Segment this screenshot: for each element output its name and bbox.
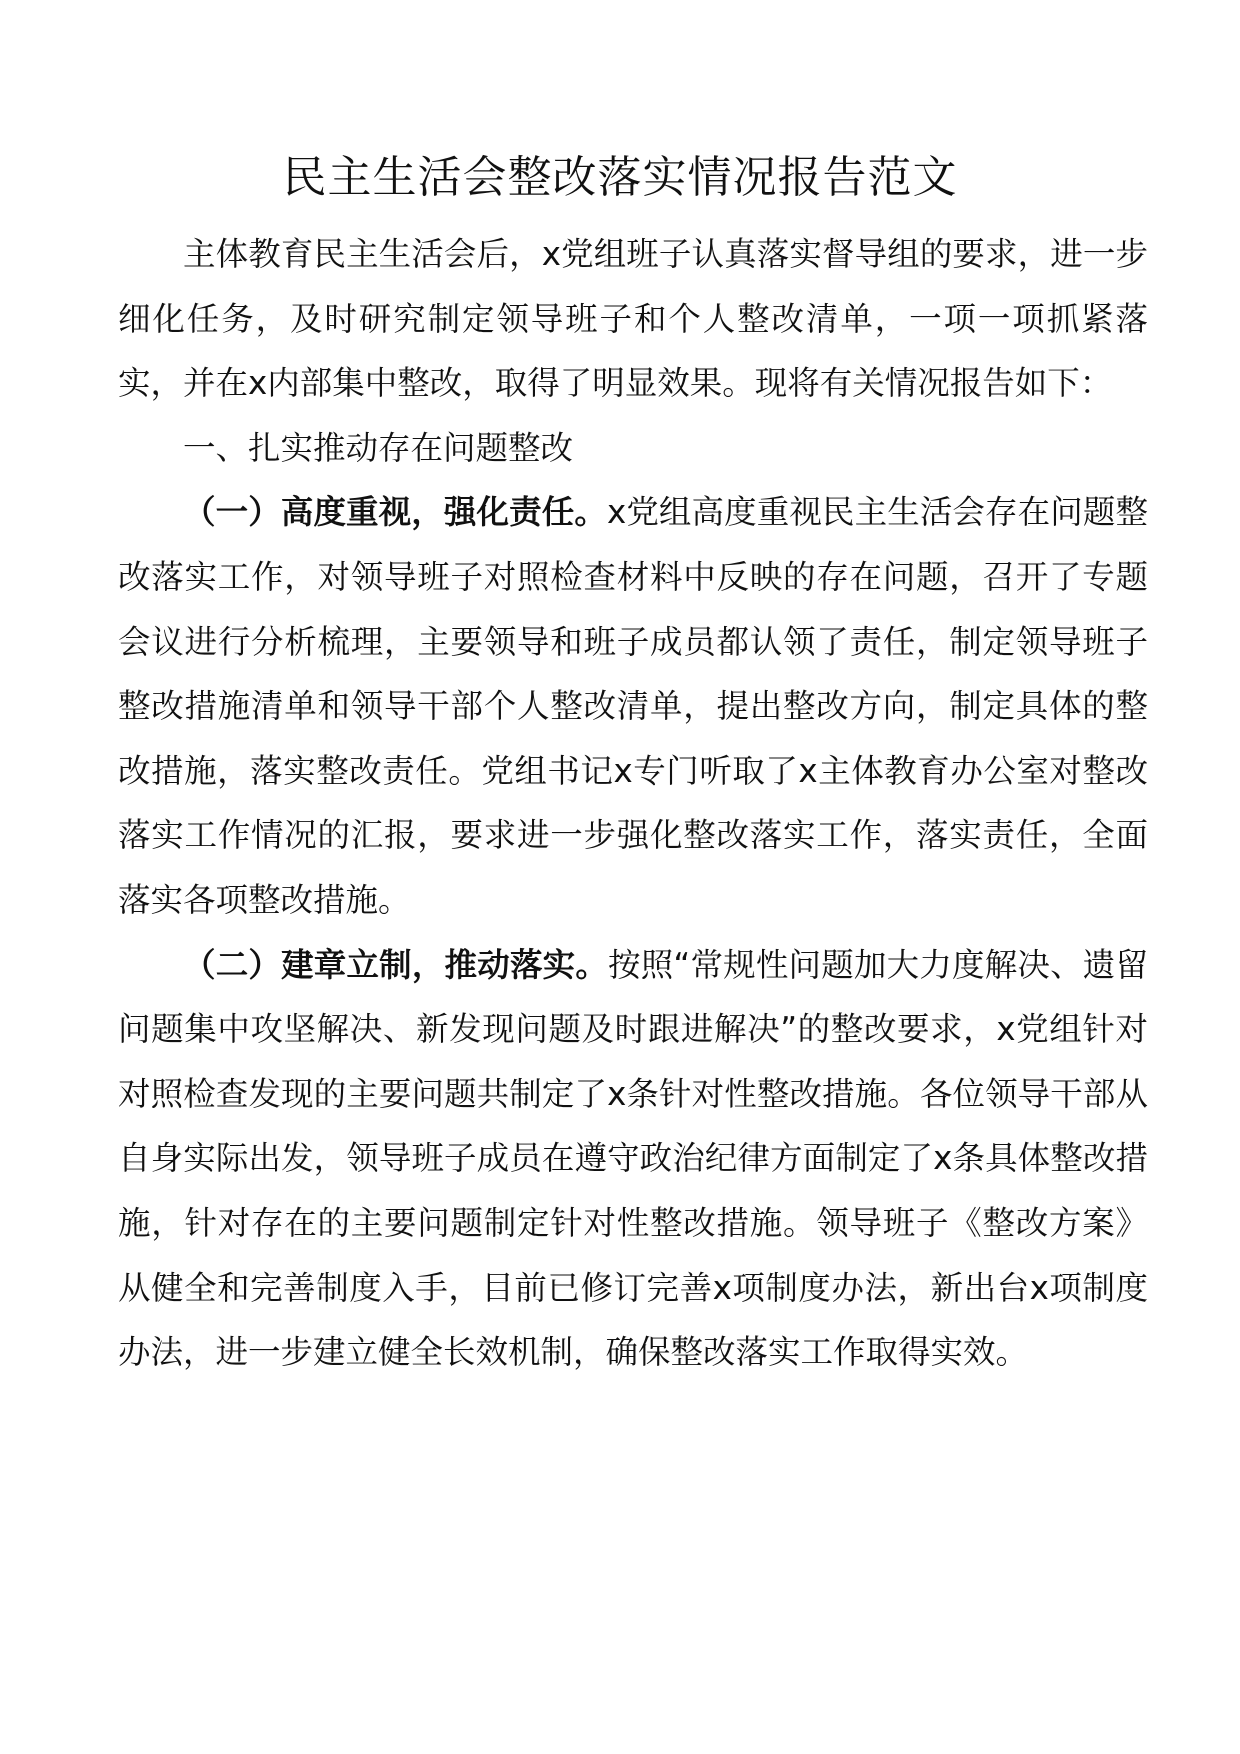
document-body — [118, 222, 1148, 1385]
intro-paragraph: 主体教育民主生活会后，x党组班子认真落实督导组的要求，进一步细化任务，及时研究制定领导班子和个人整改清单，一项一项抓紧落实，并在x内部集中整改，取得了明显效果。现将有关情况报告如下： — [118, 235, 1148, 403]
item-2-text: 按照“常规性问题加大力度解决、遗留问题集中攻坚解决、新发现问题及时跟进解决”的整改要求，x党组针对对照检查发现的主要问题共制定了x条针对性整改措施。各位领导干部从自身实际出发，领导班子成员在遵守政治纪律方面制定了x条具体整改措施，针对存在的主要问题制定针对性整改措施。领导班子《整改方案》从健全和完善制度入手，目前已修订完善x项制度办法，新出台x项制度办法，进一步建立健全长效机制，确保整改落实工作取得实效。 — [118, 945, 1148, 1372]
paragraph-item-2 — [118, 933, 1148, 1385]
paragraph-item-1 — [118, 480, 1148, 932]
item-1-text: x党组高度重视民主生活会存在问题整改落实工作，对领导班子对照检查材料中反映的存在问题，召开了专题会议进行分析梳理，主要领导和班子成员都认领了责任，制定领导班子整改措施清单和领导干部个人整改清单，提出整改方向，制定具体的整改措施，落实整改责任。党组书记x专门听取了x主体教育办公室对整改落实工作情况的汇报，要求进一步强化整改落实工作，落实责任，全面落实各项整改措施。 — [118, 493, 1148, 919]
document-title: 民主生活会整改落实情况报告范文 — [282, 152, 958, 203]
section-heading: 一、扎实推动存在问题整改 — [183, 428, 574, 467]
item-2-lead: （二）建章立制，推动落实。 — [183, 945, 609, 984]
item-1-lead: （一）高度重视，强化责任。 — [183, 493, 607, 532]
